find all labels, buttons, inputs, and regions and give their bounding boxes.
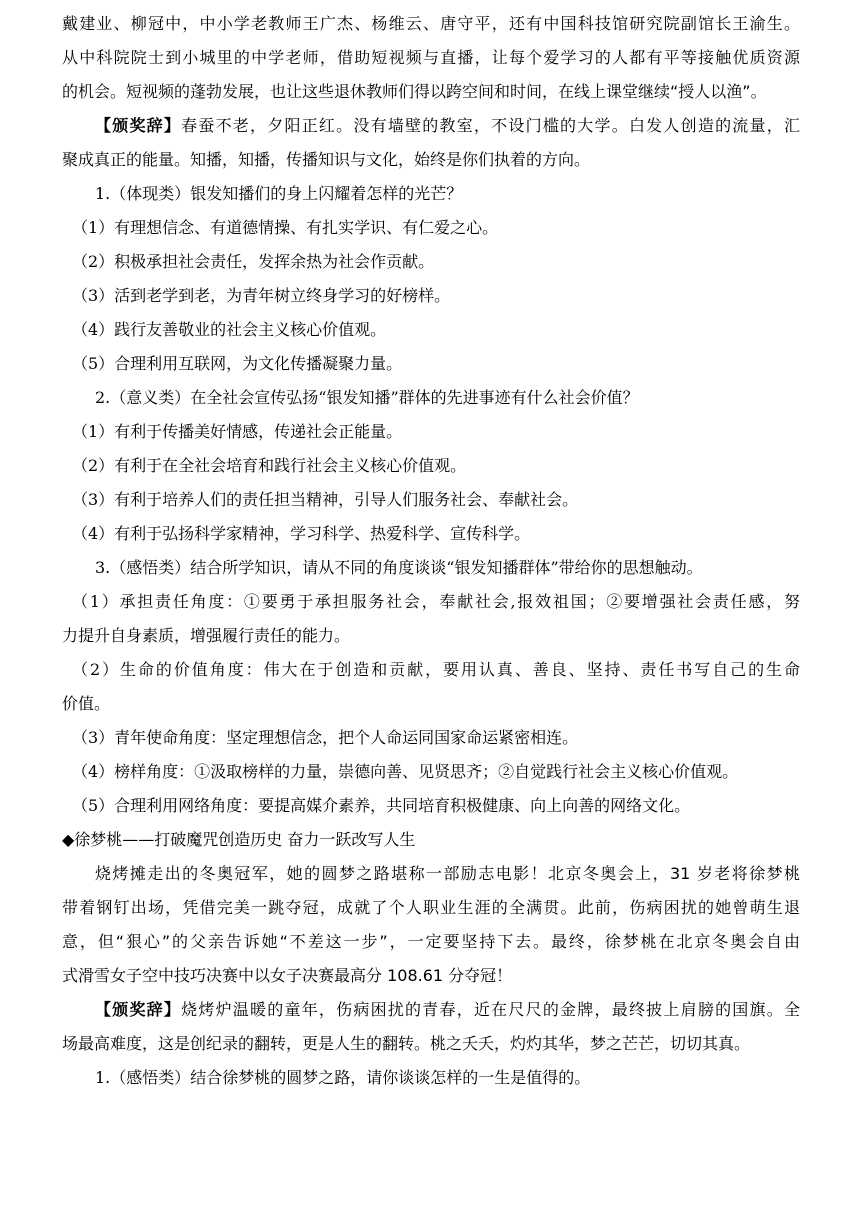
answer-item: （5）合理利用网络角度：要提高媒介素养，共同培育积极健康、向上向善的网络文化。 [72, 796, 691, 815]
intro-line-2: 从中科院院士到小城里的中学老师，借助短视频与直播，让每个爱学习的人都有平等接触优质资源 [62, 48, 800, 67]
question-title: 1.（体现类）银发知播们的身上闪耀着怎样的光芒？ [95, 184, 463, 203]
award-paragraph-1 [62, 116, 800, 170]
answer-item-line: （2）生命的价值角度：伟大在于创造和贡献，要用认真、善良、坚持、责任书写自己的生命 [72, 660, 800, 679]
answer-item: （3）有利于培养人们的责任担当精神，引导人们服务社会、奉献社会。 [72, 490, 579, 509]
award-line-1 [62, 116, 800, 136]
award-line-2: 场最高难度，这是创纪录的翻转，更是人生的翻转。桃之夭夭，灼灼其华，梦之芒芒，切切其真。 [62, 1034, 751, 1053]
answer-item: （1）有理想信念、有道德情操、有扎实学识、有仁爱之心。 [72, 218, 499, 237]
story-line: 带着钢钉出场，凭借完美一跳夺冠，成就了个人职业生涯的全满贯。此前，伤病困扰的她曾萌生退 [62, 898, 800, 917]
story-line: 意，但“狠心”的父亲告诉她“不差这一步”，一定要坚持下去。最终，徐梦桃在北京冬奥会自由 [62, 932, 800, 951]
award-line-2: 聚成真正的能量。知播，知播，传播知识与文化，始终是你们执着的方向。 [62, 150, 591, 169]
story-line: 式滑雪女子空中技巧决赛中以女子决赛最高分 108.61 分夺冠！ [62, 966, 513, 985]
answer-item: （1）有利于传播美好情感，传递社会正能量。 [72, 422, 403, 441]
answer-item-line: （1）承担责任角度：①要勇于承担服务社会，奉献社会,报效祖国；②要增强社会责任感，努 [72, 592, 800, 611]
answer-item: （3）活到老学到老，为青年树立终身学习的好榜样。 [72, 286, 451, 305]
award-text: 烧烤炉温暖的童年，伤病困扰的青春，近在尺尺的金牌，最终披上肩膀的国旗。全 [181, 1000, 800, 1019]
answer-item-continuation: 价值。 [62, 694, 111, 713]
intro-paragraph [62, 14, 800, 102]
answer-item: （3）青年使命角度：坚定理想信念，把个人命运同国家命运紧密相连。 [72, 728, 579, 747]
question-title: 3.（感悟类）结合所学知识，请从不同的角度谈谈“银发知播群体”带给你的思想触动。 [95, 558, 703, 577]
question-block-3 [62, 558, 800, 816]
xu-section [62, 830, 800, 1088]
answer-item: （2）有利于在全社会培育和践行社会主义核心价值观。 [72, 456, 467, 475]
intro-line-3: 的机会。短视频的蓬勃发展，也让这些退休教师们得以跨空间和时间，在线上课堂继续“授人以渔”。 [62, 82, 767, 101]
intro-line-1: 戴建业、柳冠中，中小学老教师王广杰、杨维云、唐守平，还有中国科技馆研究院副馆长王渝生。 [62, 14, 800, 33]
question-title: 2.（意义类）在全社会宣传弘扬“银发知播”群体的先进事迹有什么社会价值？ [95, 388, 639, 407]
section-heading: ◆徐梦桃——打破魔咒创造历史 奋力一跃改写人生 [62, 830, 416, 849]
story-line: 烧烤摊走出的冬奥冠军，她的圆梦之路堪称一部励志电影！北京冬奥会上，31 岁老将徐梦桃 [95, 864, 800, 883]
answer-item: （2）积极承担社会责任，发挥余热为社会作贡献。 [72, 252, 435, 271]
answer-item: （5）合理利用互联网，为文化传播凝聚力量。 [72, 354, 403, 373]
award-line-1 [62, 1000, 800, 1020]
award-tag: 【颁奖辞】 [95, 116, 182, 135]
answer-item: （4）践行友善敬业的社会主义核心价值观。 [72, 320, 387, 339]
answer-item: （4）榜样角度：①汲取榜样的力量，崇德向善、见贤思齐；②自觉践行社会主义核心价值观。 [72, 762, 739, 781]
answer-item-continuation: 力提升自身素质，增强履行责任的能力。 [62, 626, 351, 645]
question-block-2 [62, 388, 800, 544]
question-block-1 [62, 184, 800, 374]
answer-item: （4）有利于弘扬科学家精神，学习科学、热爱科学、宣传科学。 [72, 524, 531, 543]
award-tag: 【颁奖辞】 [95, 1000, 182, 1019]
award-text: 春蚕不老，夕阳正红。没有墙壁的教室，不设门槛的大学。白发人创造的流量，汇 [181, 116, 800, 135]
question-title: 1.（感悟类）结合徐梦桃的圆梦之路，请你谈谈怎样的一生是值得的。 [95, 1068, 591, 1087]
document-page [62, 14, 800, 1102]
